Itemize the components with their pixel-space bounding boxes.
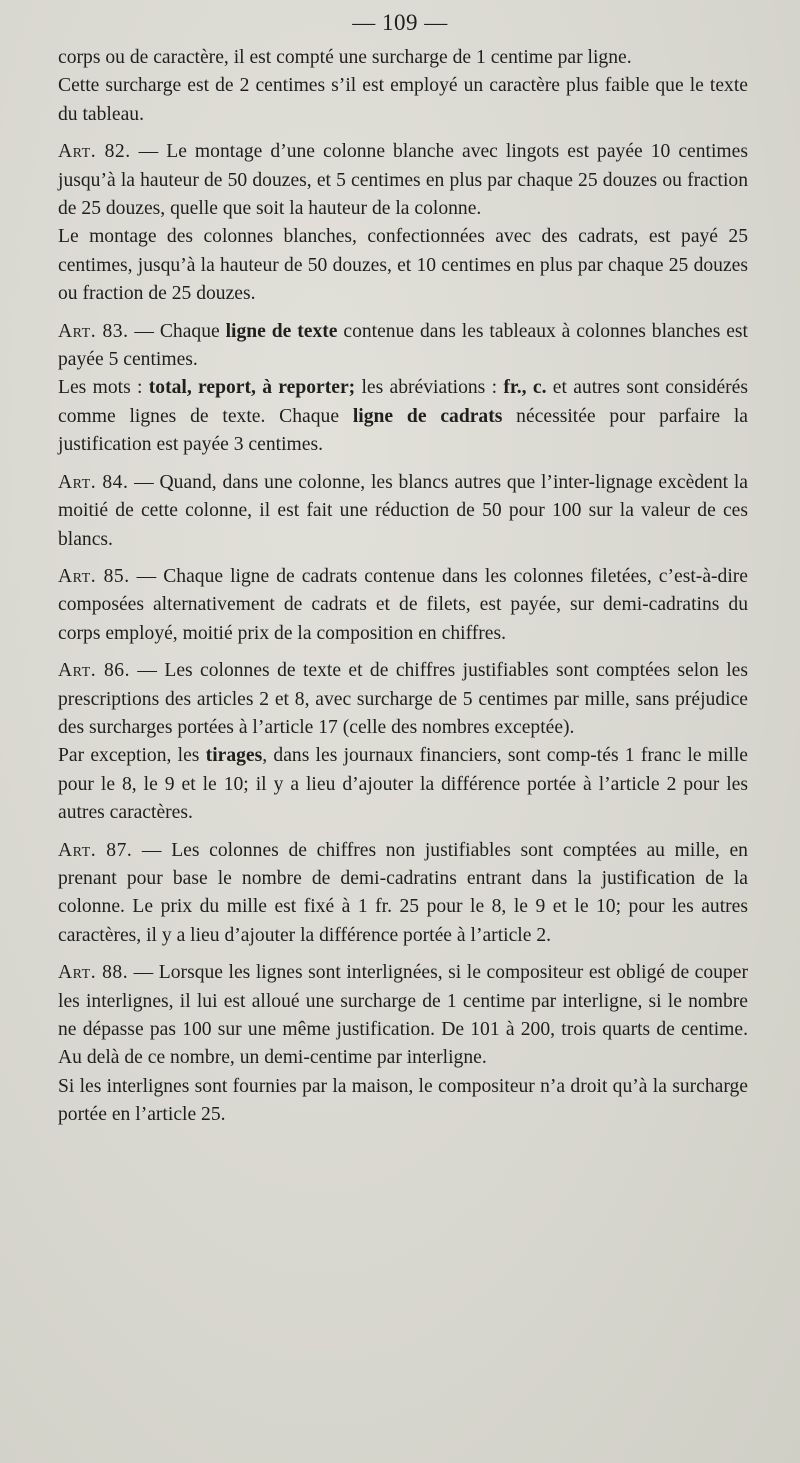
paragraph-text: , dans les journaux financiers, sont comp-tés 1 franc le mille pour le 8, le 9 et le 10; il y a lieu d’ajouter la différence portée à l’article 2 pour les autres caractères. [58,745,748,824]
article-88 [58,959,748,1073]
bold-term: ligne de cadrats [352,405,503,427]
paragraph-interlignes-maison [58,1073,748,1130]
paragraph-montage-cadrats [58,223,748,308]
paragraph-text: — Les colonnes de chiffres non justifiables sont comptées au mille, en prenant pour base le nombre de demi-cadratins entrant dans la justification de la colonne. Le prix du mille est fixé à 1 fr. 25 pour le 8, le 9 et le 10; pour les autres caractères, il y a lieu d’ajouter la différence portée à l’article 2. [58,839,748,946]
body-text [58,44,748,1130]
bold-term: fr., c. [503,377,547,399]
paragraph-text: et autres sont considérés comme lignes de texte. Chaque [58,377,748,427]
paragraph-text: nécessitée pour parfaire la justification est payée 3 centimes. [58,405,748,456]
paragraph-text: Si les interlignes sont fournies par la maison, le compositeur n’a droit qu’à la surcharge portée en l’article 25. [58,1075,748,1126]
bold-term: tirages [205,745,263,767]
paragraph-text: Par exception, les [58,745,206,767]
article-87 [58,837,748,951]
paragraph-text: Cette surcharge est de 2 centimes s’il est employé un caractère plus faible que le texte du tableau. [58,75,748,125]
bold-term: ligne de texte [225,320,338,342]
paragraph-text: — Chaque [128,320,226,342]
article-label: Art. 84. [58,471,129,493]
paragraph-continuation [58,44,748,72]
paragraph-text: Les mots : [58,377,149,399]
article-86 [58,657,748,742]
article-label: Art. 82. [58,141,131,163]
article-83 [58,318,748,375]
paragraph-text: corps ou de caractère, il est compté une surcharge de 1 centime par ligne. [58,47,632,68]
article-label: Art. 87. [58,839,133,861]
bold-term: total, report, à reporter; [148,377,356,399]
paragraph-text: — Quand, dans une colonne, les blancs autres que l’inter-lignage excèdent la moitié de cette colonne, il est fait une réduction de 50 pour 100 sur la valeur de ces blancs. [58,471,748,550]
article-85 [58,563,748,648]
paragraph-text: — Les colonnes de texte et de chiffres justifiables sont comptées selon les prescriptions des articles 2 et 8, avec surcharge de 5 centimes par mille, sans préjudice des surcharges portées à l’article 17 (celle des nombres exceptée). [58,660,748,738]
article-84 [58,469,748,554]
article-label: Art. 85. [58,565,130,587]
paragraph-text: — Chaque ligne de cadrats contenue dans les colonnes filetées, c’est-à-dire composées alternativement de cadrats et de filets, est payée, sur demi-cadratins du corps employé, moitié prix de la composition en chiffres. [58,565,748,644]
page-number: — 109 — [352,10,448,35]
article-label: Art. 83. [58,320,129,342]
paragraph-text: — Le montage d’une colonne blanche avec lingots est payée 10 centimes jusqu’à la hauteur de 50 douzes, et 5 centimes en plus par chaque 25 douzes ou fraction de 25 douzes, quelle que soit la hauteur de la colonne. [58,141,748,220]
paragraph-exception [58,742,748,827]
article-label: Art. 86. [58,660,130,682]
paragraph-text: Le montage des colonnes blanches, confectionnées avec des cadrats, est payé 25 centimes, jusqu’à la hauteur de 50 douzes, et 10 centimes en plus par chaque 25 douzes ou fraction de 25 douzes. [58,226,748,305]
paragraph-text: les abréviations : [355,377,504,399]
paragraph-surcharge [58,72,748,129]
article-label: Art. 88. [58,962,129,984]
paragraph-text: — Lorsque les lignes sont interlignées, si le compositeur est obligé de couper les interlignes, il lui est alloué une surcharge de 1 centime par interligne, si le nombre ne dépasse pas 100 sur une même justification. De 101 à 200, trois quarts de centime. Au delà de ce nombre, un demi-centime par interligne. [58,962,748,1069]
article-82 [58,138,748,223]
paragraph-les-mots [58,374,748,459]
paragraph-text: contenue dans les tableaux à colonnes blanches est payée 5 centimes. [58,320,748,371]
